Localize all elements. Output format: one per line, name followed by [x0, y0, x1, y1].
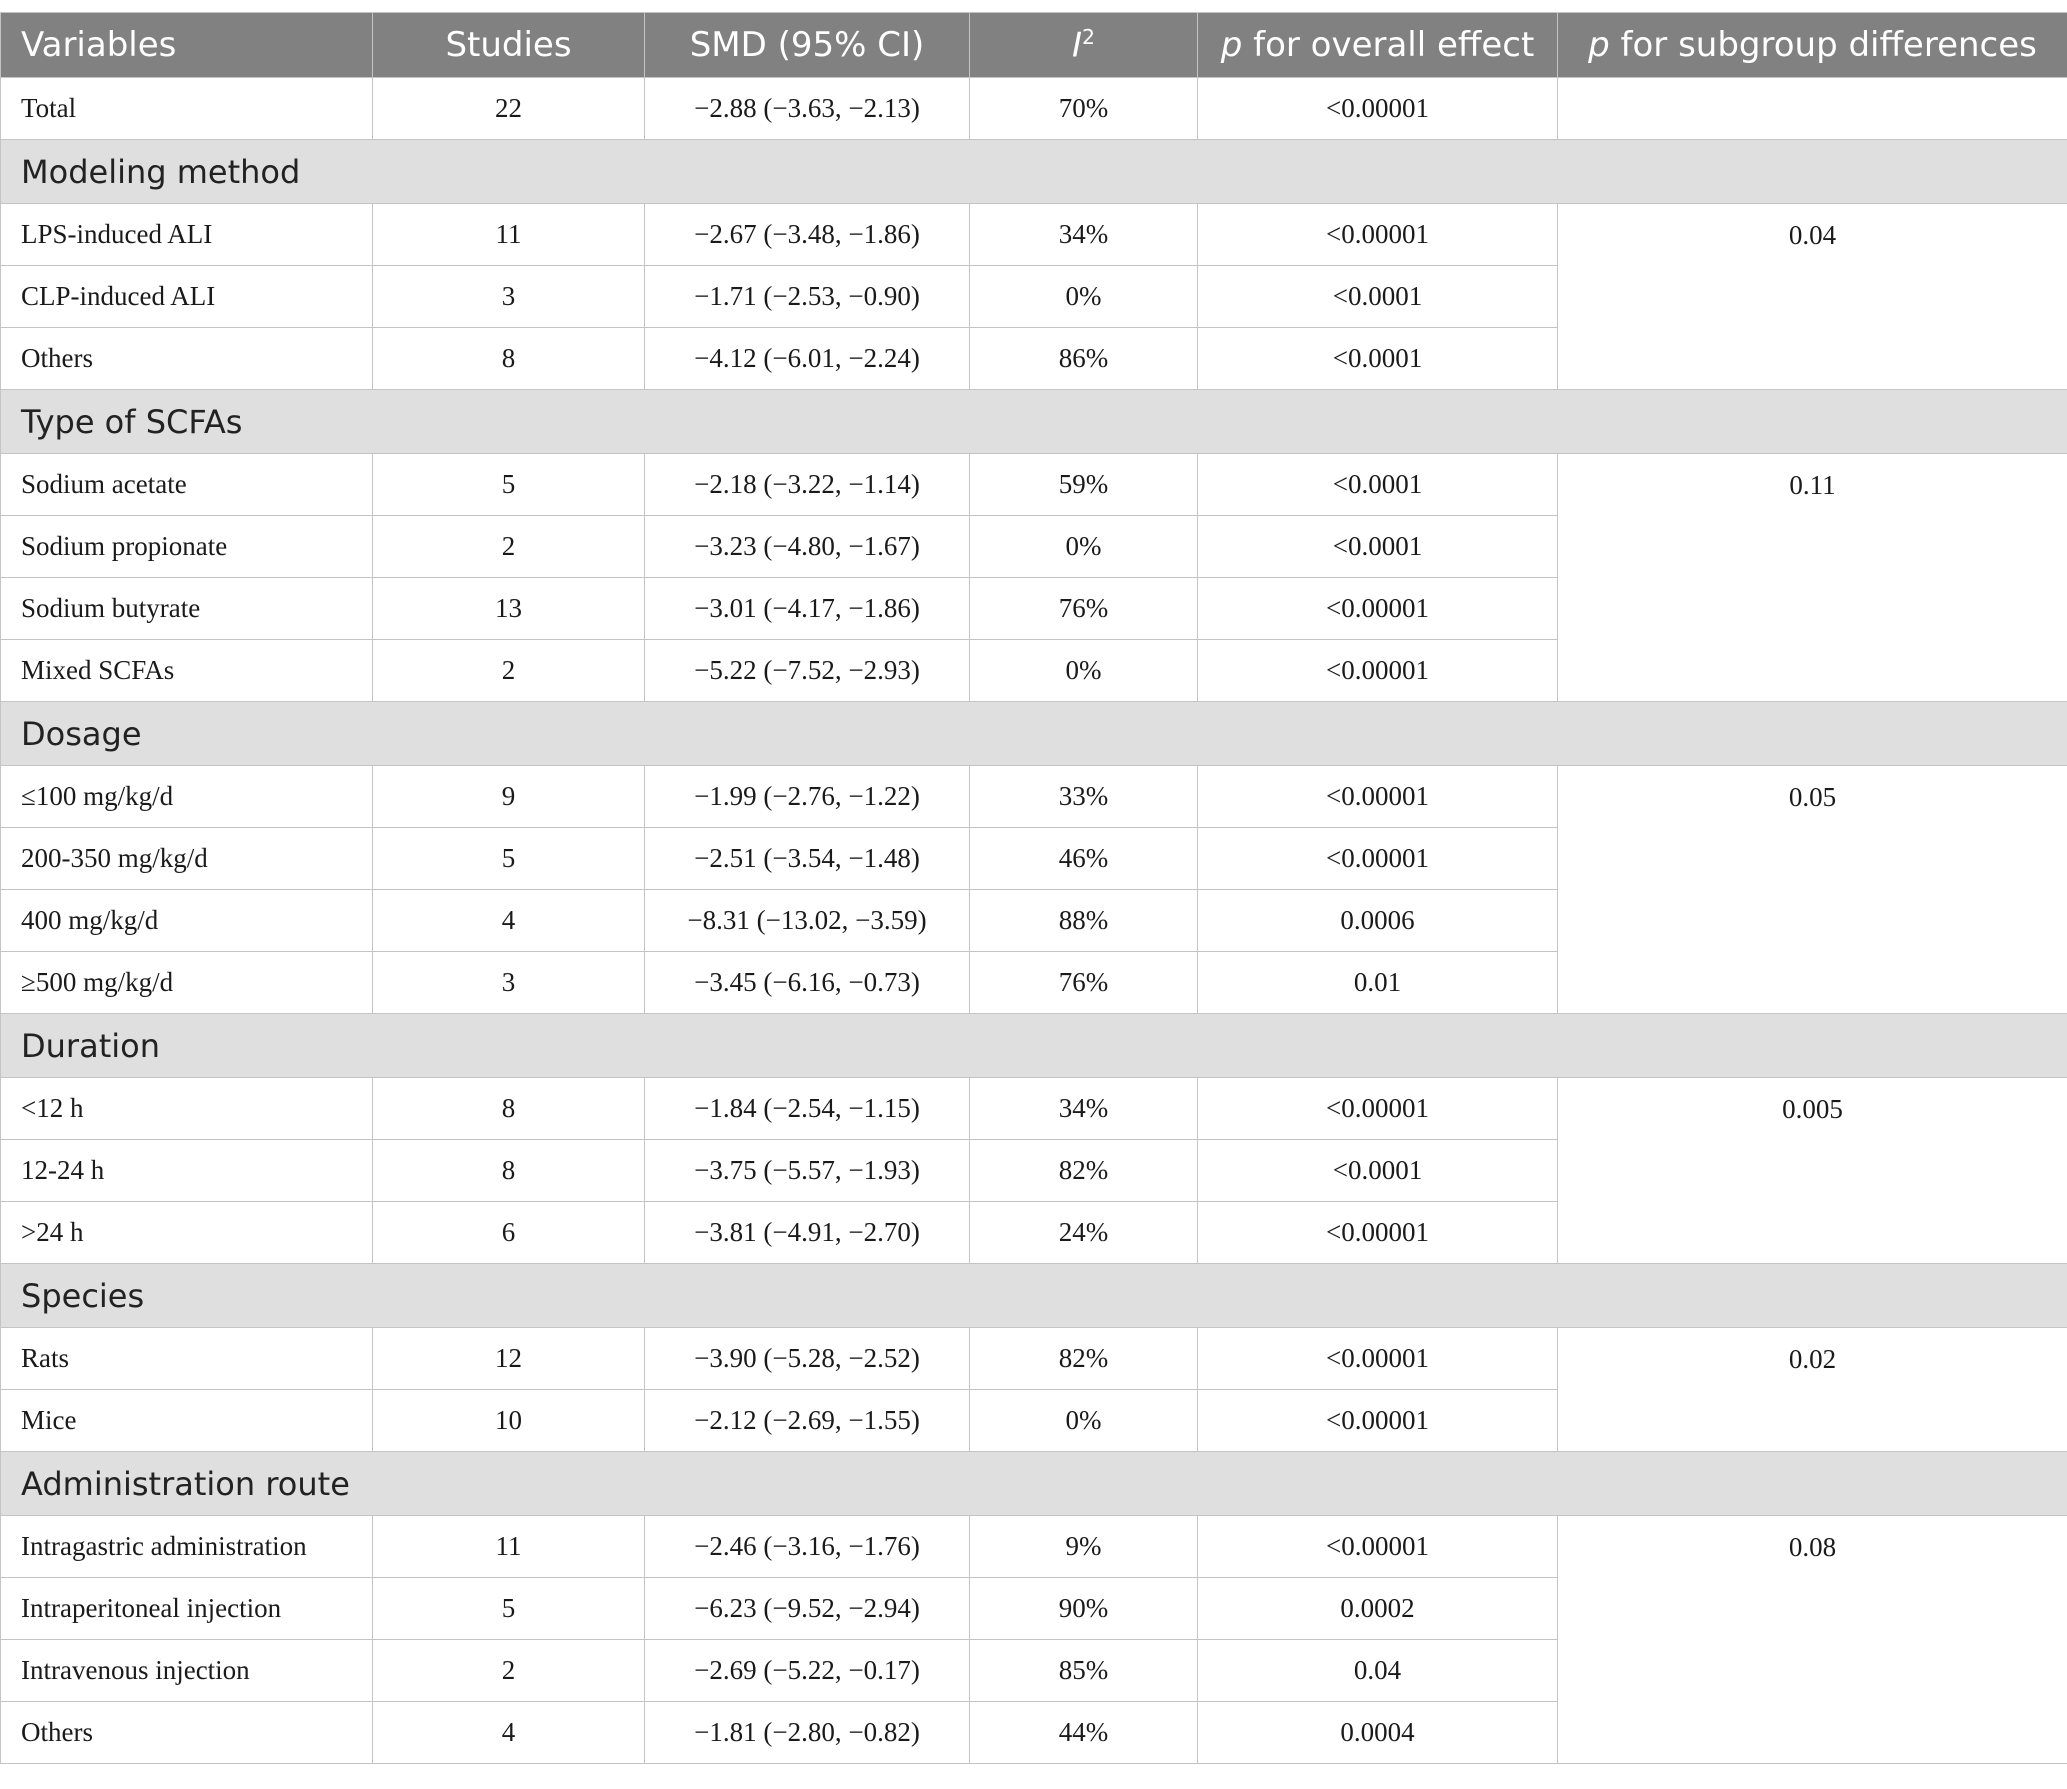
subgroup-analysis-table: [0, 12, 2067, 1764]
cell-variable: Mice: [1, 1390, 373, 1452]
cell-p-overall: <0.00001: [1198, 828, 1558, 890]
cell-smd: −5.22 (−7.52, −2.93): [645, 640, 970, 702]
header-i2-letter: I: [1071, 25, 1083, 66]
total-label: Total: [1, 78, 373, 140]
cell-p-overall: <0.00001: [1198, 204, 1558, 266]
cell-studies: 11: [373, 204, 645, 266]
cell-i2: 24%: [970, 1202, 1198, 1264]
cell-p-overall: <0.00001: [1198, 1202, 1558, 1264]
cell-p-overall: <0.00001: [1198, 766, 1558, 828]
cell-variable: Intraperitoneal injection: [1, 1578, 373, 1640]
header-overall-effect-text: for overall effect: [1253, 25, 1535, 65]
cell-p-overall: <0.0001: [1198, 516, 1558, 578]
cell-p-overall: 0.01: [1198, 952, 1558, 1014]
cell-i2: 34%: [970, 204, 1198, 266]
cell-variable: Sodium propionate: [1, 516, 373, 578]
cell-i2: 59%: [970, 454, 1198, 516]
table-body: [1, 78, 2067, 1764]
total-p-diff: [1558, 78, 2067, 140]
table-row: [1, 204, 2067, 266]
cell-studies: 5: [373, 454, 645, 516]
cell-smd: −2.51 (−3.54, −1.48): [645, 828, 970, 890]
group-title: Administration route: [1, 1452, 2067, 1516]
group-title: Species: [1, 1264, 2067, 1328]
cell-i2: 88%: [970, 890, 1198, 952]
cell-studies: 4: [373, 1702, 645, 1764]
cell-studies: 2: [373, 516, 645, 578]
cell-studies: 4: [373, 890, 645, 952]
cell-studies: 3: [373, 266, 645, 328]
cell-p-overall: <0.0001: [1198, 328, 1558, 390]
cell-variable: Intragastric administration: [1, 1516, 373, 1578]
table-row: [1, 1328, 2067, 1390]
cell-variable: Intravenous injection: [1, 1640, 373, 1702]
cell-i2: 46%: [970, 828, 1198, 890]
header-i2: [970, 13, 1198, 78]
cell-studies: 8: [373, 1140, 645, 1202]
cell-smd: −3.01 (−4.17, −1.86): [645, 578, 970, 640]
header-p-overall: [1198, 13, 1558, 78]
cell-studies: 12: [373, 1328, 645, 1390]
group-title: Type of SCFAs: [1, 390, 2067, 454]
cell-smd: −2.69 (−5.22, −0.17): [645, 1640, 970, 1702]
group-header-row: [1, 1452, 2067, 1516]
cell-studies: 13: [373, 578, 645, 640]
cell-smd: −6.23 (−9.52, −2.94): [645, 1578, 970, 1640]
cell-smd: −3.23 (−4.80, −1.67): [645, 516, 970, 578]
cell-p-subgroup-diff: 0.005: [1558, 1078, 2067, 1264]
cell-i2: 0%: [970, 516, 1198, 578]
cell-p-subgroup-diff: 0.11: [1558, 454, 2067, 702]
cell-i2: 82%: [970, 1140, 1198, 1202]
total-smd: −2.88 (−3.63, −2.13): [645, 78, 970, 140]
group-header-row: [1, 1264, 2067, 1328]
header-p-letter: p: [1220, 25, 1243, 65]
header-subgroup-text: for subgroup differences: [1620, 25, 2037, 65]
cell-variable: <12 h: [1, 1078, 373, 1140]
cell-i2: 76%: [970, 952, 1198, 1014]
cell-studies: 10: [373, 1390, 645, 1452]
header-p-letter-2: p: [1588, 25, 1610, 65]
cell-p-overall: 0.04: [1198, 1640, 1558, 1702]
cell-p-overall: <0.00001: [1198, 1516, 1558, 1578]
cell-studies: 2: [373, 1640, 645, 1702]
cell-smd: −2.67 (−3.48, −1.86): [645, 204, 970, 266]
cell-p-overall: <0.0001: [1198, 454, 1558, 516]
cell-variable: ≤100 mg/kg/d: [1, 766, 373, 828]
table-row: [1, 1078, 2067, 1140]
cell-p-overall: <0.0001: [1198, 1140, 1558, 1202]
table-row: [1, 766, 2067, 828]
header-i2-superscript: 2: [1082, 24, 1095, 49]
cell-p-subgroup-diff: 0.05: [1558, 766, 2067, 1014]
cell-smd: −1.84 (−2.54, −1.15): [645, 1078, 970, 1140]
cell-studies: 11: [373, 1516, 645, 1578]
table-row: [1, 1516, 2067, 1578]
cell-p-overall: <0.00001: [1198, 640, 1558, 702]
cell-studies: 8: [373, 1078, 645, 1140]
cell-smd: −8.31 (−13.02, −3.59): [645, 890, 970, 952]
cell-smd: −2.18 (−3.22, −1.14): [645, 454, 970, 516]
cell-p-overall: 0.0006: [1198, 890, 1558, 952]
cell-i2: 34%: [970, 1078, 1198, 1140]
group-header-row: [1, 702, 2067, 766]
cell-variable: Rats: [1, 1328, 373, 1390]
header-row: [1, 13, 2067, 78]
group-header-row: [1, 390, 2067, 454]
cell-p-subgroup-diff: 0.08: [1558, 1516, 2067, 1764]
cell-studies: 3: [373, 952, 645, 1014]
cell-studies: 2: [373, 640, 645, 702]
cell-smd: −3.75 (−5.57, −1.93): [645, 1140, 970, 1202]
cell-variable: LPS-induced ALI: [1, 204, 373, 266]
cell-variable: Sodium butyrate: [1, 578, 373, 640]
cell-i2: 0%: [970, 1390, 1198, 1452]
cell-variable: Others: [1, 328, 373, 390]
cell-p-overall: 0.0002: [1198, 1578, 1558, 1640]
cell-studies: 6: [373, 1202, 645, 1264]
header-p-subgroup: [1558, 13, 2067, 78]
group-title: Dosage: [1, 702, 2067, 766]
cell-smd: −1.71 (−2.53, −0.90): [645, 266, 970, 328]
cell-i2: 44%: [970, 1702, 1198, 1764]
cell-smd: −4.12 (−6.01, −2.24): [645, 328, 970, 390]
cell-smd: −2.12 (−2.69, −1.55): [645, 1390, 970, 1452]
cell-studies: 5: [373, 1578, 645, 1640]
cell-variable: ≥500 mg/kg/d: [1, 952, 373, 1014]
group-header-row: [1, 1014, 2067, 1078]
cell-studies: 8: [373, 328, 645, 390]
cell-smd: −3.45 (−6.16, −0.73): [645, 952, 970, 1014]
cell-p-overall: <0.0001: [1198, 266, 1558, 328]
cell-variable: Mixed SCFAs: [1, 640, 373, 702]
cell-p-overall: <0.00001: [1198, 578, 1558, 640]
total-p-overall: <0.00001: [1198, 78, 1558, 140]
cell-i2: 9%: [970, 1516, 1198, 1578]
group-header-row: [1, 140, 2067, 204]
cell-smd: −2.46 (−3.16, −1.76): [645, 1516, 970, 1578]
group-title: Duration: [1, 1014, 2067, 1078]
cell-smd: −1.99 (−2.76, −1.22): [645, 766, 970, 828]
cell-p-overall: 0.0004: [1198, 1702, 1558, 1764]
total-row: [1, 78, 2067, 140]
cell-variable: CLP-induced ALI: [1, 266, 373, 328]
cell-variable: Others: [1, 1702, 373, 1764]
cell-i2: 86%: [970, 328, 1198, 390]
cell-smd: −3.81 (−4.91, −2.70): [645, 1202, 970, 1264]
cell-variable: Sodium acetate: [1, 454, 373, 516]
cell-variable: 400 mg/kg/d: [1, 890, 373, 952]
cell-smd: −1.81 (−2.80, −0.82): [645, 1702, 970, 1764]
header-variables: Variables: [1, 13, 373, 78]
cell-variable: 200-350 mg/kg/d: [1, 828, 373, 890]
cell-i2: 0%: [970, 266, 1198, 328]
cell-variable: 12-24 h: [1, 1140, 373, 1202]
total-i2: 70%: [970, 78, 1198, 140]
table-row: [1, 454, 2067, 516]
cell-p-subgroup-diff: 0.04: [1558, 204, 2067, 390]
cell-p-subgroup-diff: 0.02: [1558, 1328, 2067, 1452]
cell-studies: 9: [373, 766, 645, 828]
cell-p-overall: <0.00001: [1198, 1390, 1558, 1452]
group-title: Modeling method: [1, 140, 2067, 204]
cell-i2: 82%: [970, 1328, 1198, 1390]
cell-i2: 90%: [970, 1578, 1198, 1640]
total-studies: 22: [373, 78, 645, 140]
cell-smd: −3.90 (−5.28, −2.52): [645, 1328, 970, 1390]
cell-p-overall: <0.00001: [1198, 1328, 1558, 1390]
cell-studies: 5: [373, 828, 645, 890]
cell-i2: 33%: [970, 766, 1198, 828]
cell-p-overall: <0.00001: [1198, 1078, 1558, 1140]
cell-i2: 85%: [970, 1640, 1198, 1702]
cell-i2: 76%: [970, 578, 1198, 640]
cell-variable: >24 h: [1, 1202, 373, 1264]
cell-i2: 0%: [970, 640, 1198, 702]
header-smd: SMD (95% CI): [645, 13, 970, 78]
header-studies: Studies: [373, 13, 645, 78]
